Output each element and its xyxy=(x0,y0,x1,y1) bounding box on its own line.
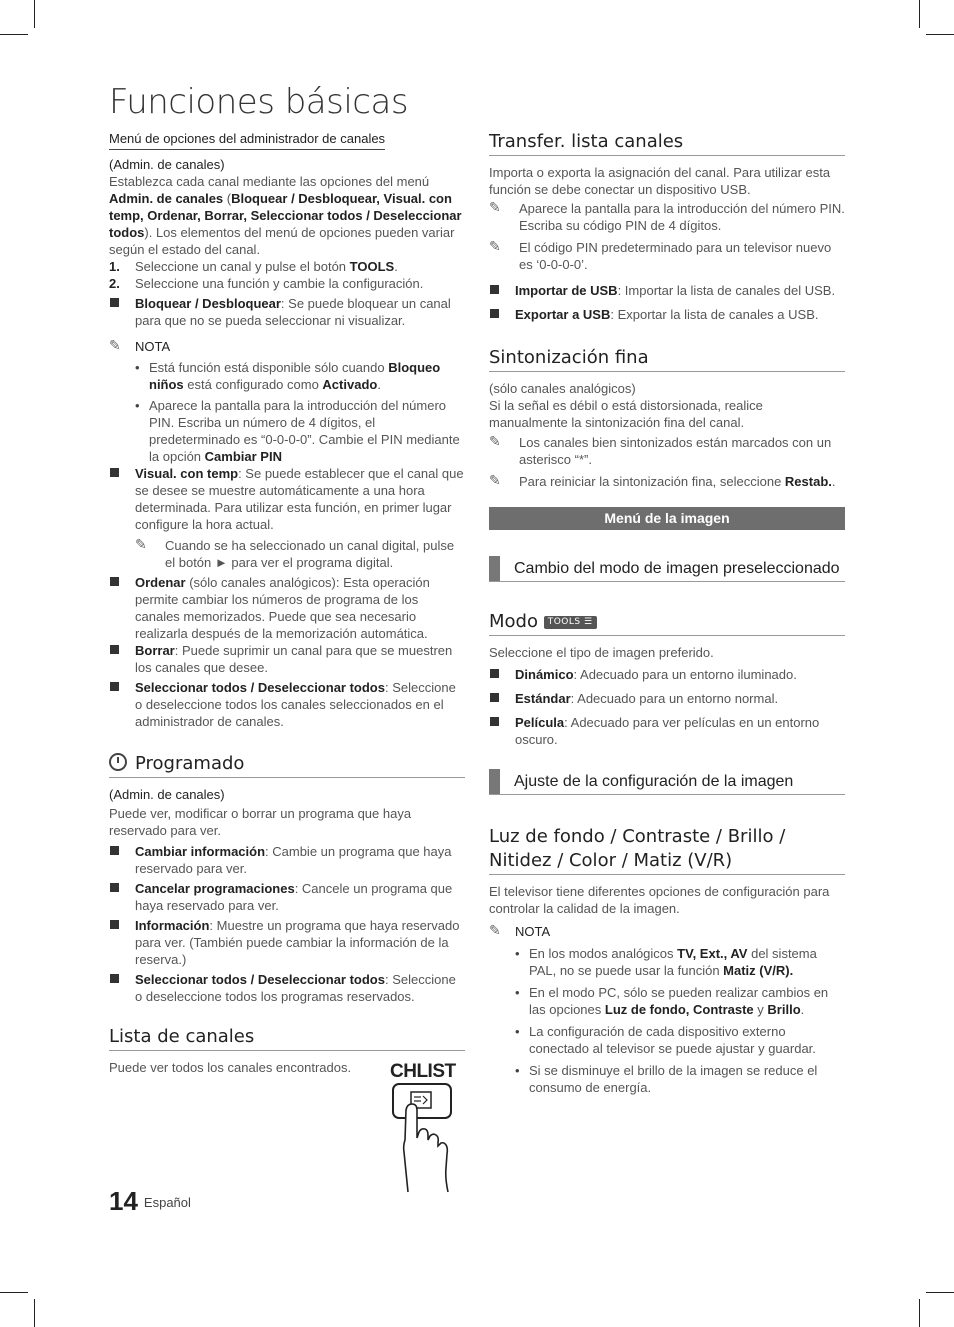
option-visual: Visual. con temp: Se puede establecer que el canal que se desee se muestre automáticamente a una hora determinada. Para utilizar esta función, en primer lugar configure la hora actual. xyxy=(109,465,465,533)
steps-list xyxy=(109,258,465,292)
luz-nota-item: • La configuración de cada dispositivo externo conectado al televisor se puede ajustar y guardar. xyxy=(489,1023,845,1057)
option-ordenar: Ordenar (sólo canales analógicos): Esta operación permite cambiar los números de programa de los canales memorizados. Puede que sea necesario realizarla después de la memorización automática. xyxy=(109,574,465,642)
left-column xyxy=(109,130,465,1076)
transfer-list xyxy=(489,282,845,323)
pencil-icon: ✎ xyxy=(489,472,501,488)
admin-sub: (Admin. de canales) xyxy=(109,157,225,172)
page-footer xyxy=(109,1186,191,1216)
pencil-icon: ✎ xyxy=(489,238,501,254)
prog-item: Información: Muestre un programa que haya reservado para ver. (También puede cambiar la información de la reserva.) xyxy=(109,917,465,968)
option-importar: Importar de USB: Importar la lista de canales del USB. xyxy=(489,282,845,299)
luz-intro: El televisor tiene diferentes opciones de configuración para controlar la calidad de la imagen. xyxy=(489,884,830,916)
mode-pelicula: Película: Adecuado para ver películas en un entorno oscuro. xyxy=(489,714,845,748)
step-1: 1. Seleccione un canal y pulse el botón TOOLS. xyxy=(109,259,398,274)
mode-estandar: Estándar: Adecuado para un entorno normal. xyxy=(489,690,845,707)
programado-sub: (Admin. de canales) xyxy=(109,787,225,802)
prog-item: Cambiar información: Cambie un programa que haya reservado para ver. xyxy=(109,843,465,877)
luz-nota-item: • Si se disminuye el brillo de la imagen se reduce el consumo de energía. xyxy=(489,1062,845,1096)
modo-intro: Seleccione el tipo de imagen preferido. xyxy=(489,645,714,660)
prog-item: Cancelar programaciones: Cancele un programa que haya reservado para ver. xyxy=(109,880,465,914)
admin-intro: Establezca cada canal mediante las opciones del menú Admin. de canales (Bloquear / Desbloquear, Visual. con temp, Ordenar, Borrar, Seleccionar todos / Deseleccionar todos). Los elementos del menú de opciones pueden variar según el estado del canal. xyxy=(109,174,462,257)
lista-heading: Lista de canales xyxy=(109,1025,465,1051)
clock-icon xyxy=(109,753,127,771)
nota-item: • Aparece la pantalla para la introducción del número PIN. Escriba un número de 4 dígitos, el predeterminado es “0-0-0-0”. Cambie el PIN mediante la opción Cambiar PIN xyxy=(109,397,465,465)
tools-badge: TOOLS ☰ xyxy=(544,616,597,629)
luz-nota-list xyxy=(489,945,845,1096)
ajuste-heading: Ajuste de la configuración de la imagen xyxy=(489,769,845,795)
pencil-icon: ✎ xyxy=(109,337,121,353)
sint-heading: Sintonización fina xyxy=(489,346,845,372)
admin-options-list-3 xyxy=(109,574,465,730)
transfer-note: ✎ El código PIN predeterminado para un televisor nuevo es ‘0-0-0-0’. xyxy=(489,238,832,272)
luz-nota-heading: ✎ NOTA xyxy=(489,922,551,939)
lista-text: Puede ver todos los canales encontrados. xyxy=(109,1060,352,1075)
nota-heading: ✎ NOTA xyxy=(109,337,171,354)
page-language: Español xyxy=(143,1195,191,1210)
luz-nota-item: • En el modo PC, sólo se pueden realizar cambios en las opciones Luz de fondo, Contraste y Brillo. xyxy=(489,984,845,1018)
transfer-intro: Importa o exporta la asignación del canal. Para utilizar esta función se debe conectar un dispositivo USB. xyxy=(489,165,831,197)
option-borrar: Borrar: Puede suprimir un canal para que se muestren los canales que desee. xyxy=(109,642,465,676)
option-seleccionar: Seleccionar todos / Deseleccionar todos: Seleccione o deseleccione todos los canales seleccionados en el administrador de canales. xyxy=(109,679,465,730)
chlist-label: CHLIST xyxy=(390,1061,456,1082)
pencil-icon: ✎ xyxy=(489,922,501,938)
step-2: 2. Seleccione una función y cambie la configuración. xyxy=(109,276,424,291)
prog-item: Seleccionar todos / Deseleccionar todos: Seleccione o deseleccione todos los programas reservados. xyxy=(109,971,465,1005)
pencil-icon: ✎ xyxy=(135,536,147,552)
right-column xyxy=(489,130,845,1096)
nota-list xyxy=(109,359,465,465)
option-bloquear: Bloquear / Desbloquear: Se puede bloquear un canal para que no se pueda seleccionar ni visualizar. xyxy=(109,295,465,329)
sint-note: ✎ Los canales bien sintonizados están marcados con un asterisco “*”. xyxy=(489,433,832,467)
transfer-note: ✎ Aparece la pantalla para la introducción del número PIN. Escriba su código PIN de 4 dígitos. xyxy=(489,199,845,233)
sint-note: ✎ Para reiniciar la sintonización fina, seleccione Restab.. xyxy=(489,472,836,489)
mode-dinamico: Dinámico: Adecuado para un entorno iluminado. xyxy=(489,666,845,683)
sint-sub: (sólo canales analógicos) xyxy=(489,381,636,396)
programado-intro: Puede ver, modificar o borrar un programa que haya reservado para ver. xyxy=(109,806,412,838)
pencil-icon: ✎ xyxy=(489,199,501,215)
page-title: Funciones básicas xyxy=(109,82,409,122)
remote-chlist-illustration xyxy=(390,1063,460,1195)
sint-intro: Si la señal es débil o está distorsionada, realice manualmente la sintonización fina del canal. xyxy=(489,398,763,430)
transfer-heading: Transfer. lista canales xyxy=(489,130,845,156)
pencil-icon: ✎ xyxy=(489,433,501,449)
admin-options-list-2 xyxy=(109,465,465,533)
luz-nota-item: • En los modos analógicos TV, Ext., AV del sistema PAL, no se puede usar la función Matiz (V/R). xyxy=(489,945,845,979)
programado-list xyxy=(109,843,465,1005)
nota-item: • Está función está disponible sólo cuando Bloqueo niños está configurado como Activado. xyxy=(109,359,465,393)
admin-options-list xyxy=(109,295,465,329)
visual-note: ✎ Cuando se ha seleccionado un canal digital, pulse el botón ► para ver el programa digital. xyxy=(135,536,455,570)
page-number: 14 xyxy=(109,1186,138,1216)
menu-imagen-bar: Menú de la imagen xyxy=(489,507,845,530)
modo-list xyxy=(489,666,845,748)
modo-heading: Modo TOOLS ☰ xyxy=(489,610,845,636)
programado-heading: Programado xyxy=(109,752,465,778)
hand-pressing-button-icon xyxy=(390,1080,460,1195)
luz-heading: Luz de fondo / Contraste / Brillo / Nitidez / Color / Matiz (V/R) xyxy=(489,825,845,875)
cambio-modo-heading: Cambio del modo de imagen preseleccionado xyxy=(489,556,845,582)
option-exportar: Exportar a USB: Exportar la lista de canales a USB. xyxy=(489,306,845,323)
admin-title: Menú de opciones del administrador de canales xyxy=(109,130,385,150)
